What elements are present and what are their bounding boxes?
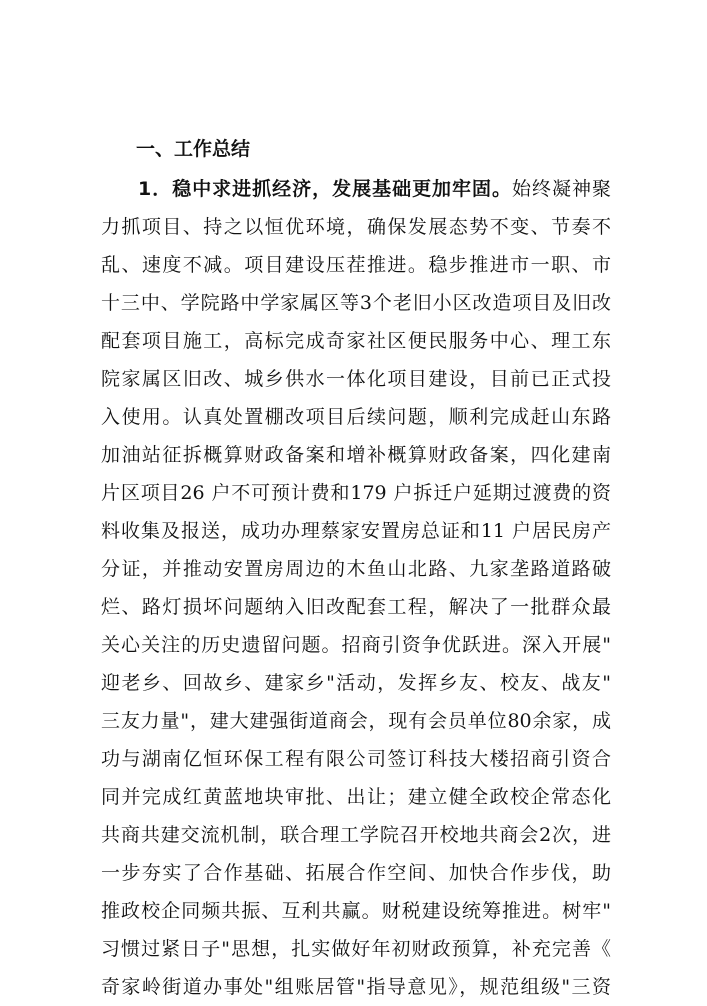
- paragraph-line: 分证，并推动安置房周边的木鱼山北路、九家垄路道路破: [101, 558, 611, 580]
- paragraph-line: 同并完成红黄蓝地块审批、出让；建立健全政校企常态化: [101, 786, 611, 808]
- paragraph-line: 三友力量"，建大建强街道商会，现有会员单位80余家，成: [101, 710, 611, 732]
- paragraph-line: 功与湖南亿恒环保工程有限公司签订科技大楼招商引资合: [101, 748, 611, 770]
- paragraph-line: 片区项目26 户不可预计费和179 户拆迁户延期过渡费的资: [101, 482, 611, 504]
- paragraph-line: 推政校企同频共振、互利共赢。财税建设统筹推进。树牢": [101, 900, 611, 922]
- paragraph-line: 力抓项目、持之以恒优环境，确保发展态势不变、节奏不: [101, 216, 611, 238]
- paragraph-line: 烂、路灯损坏问题纳入旧改配套工程，解决了一批群众最: [101, 596, 611, 618]
- paragraph-line: 十三中、学院路中学家属区等3个老旧小区改造项目及旧改: [101, 292, 611, 314]
- paragraph-line: 共商共建交流机制，联合理工学院召开校地共商会2次，进: [101, 824, 611, 846]
- paragraph-line: 配套项目施工，高标完成奇家社区便民服务中心、理工东: [101, 330, 611, 352]
- paragraph-line: 奇家岭街道办事处"组账居管"指导意见》，规范组级"三资: [101, 976, 611, 998]
- paragraph-line: 迎老乡、回故乡、建家乡"活动，发挥乡友、校友、战友": [101, 672, 611, 694]
- paragraph-line: 乱、速度不减。项目建设压茬推进。稳步推进市一职、市: [101, 254, 611, 276]
- paragraph-line: 加油站征拆概算财政备案和增补概算财政备案，四化建南: [101, 444, 611, 466]
- paragraph-line: 一步夯实了合作基础、拓展合作空间、加快合作步伐，助: [101, 862, 611, 884]
- paragraph-line: [138, 170, 611, 208]
- paragraph-line: 院家属区旧改、城乡供水一体化项目建设，目前已正式投: [101, 368, 611, 390]
- paragraph-line: 入使用。认真处置棚改项目后续问题，顺利完成赶山东路: [101, 406, 611, 428]
- paragraph-lead-bold: 1．稳中求进抓经济，发展基础更加牢固。: [138, 178, 513, 200]
- paragraph-line: 关心关注的历史遗留问题。招商引资争优跃进。深入开展": [101, 634, 611, 656]
- paragraph-line-text: 始终凝神聚: [512, 178, 611, 200]
- paragraph-line: 习惯过紧日子"思想，扎实做好年初财政预算，补充完善《: [101, 938, 611, 960]
- paragraph-line: 料收集及报送，成功办理蔡家安置房总证和11 户居民房产: [101, 520, 611, 542]
- section-heading: 一、工作总结: [136, 138, 251, 160]
